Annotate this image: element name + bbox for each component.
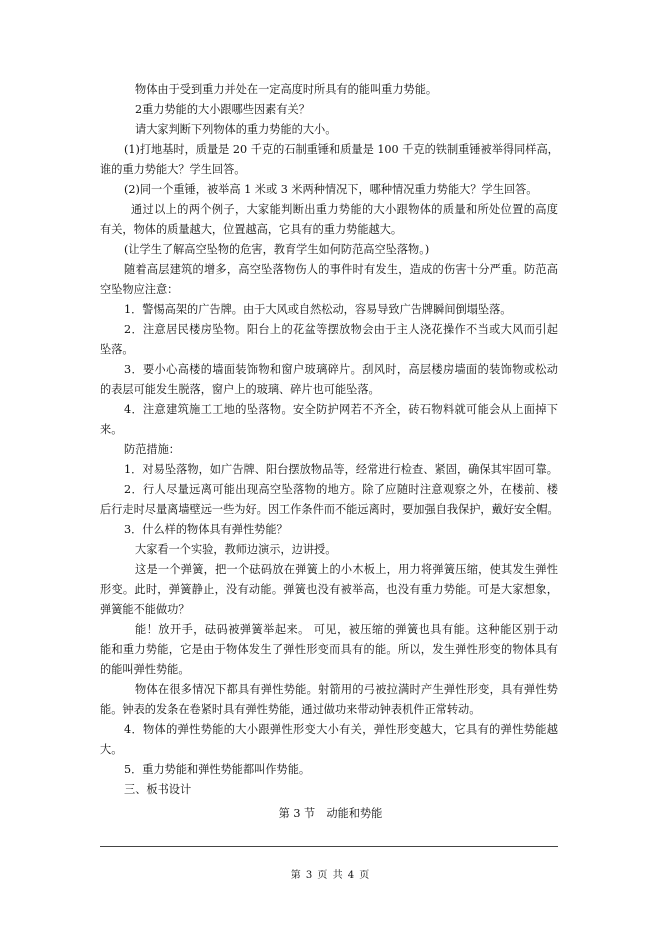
text-line: 能。钟表的发条在卷紧时具有弹性势能，通过做功来带动钟表机件正常转动。	[100, 703, 481, 716]
text-line: 2．注意居民楼房坠物。阳台上的花盆等摆放物会由于主人浇花操作不当或大风而引起	[124, 323, 558, 336]
text-line: 谁的重力势能大？学生回答。	[100, 163, 246, 176]
text-line: 坠落。	[100, 343, 134, 356]
text-line: 形变。此时，弹簧静止，没有动能。弹簧也没有被举高，也没有重力势能。可是大家想象，	[100, 583, 558, 596]
text-line: 物体由于受到重力并处在一定高度时所具有的能叫重力势能。	[135, 83, 438, 96]
text-line: 的能叫弹性势能。	[100, 663, 190, 676]
text-line: 1．警惕高架的广告牌。由于大风或自然松动，容易导致广告牌瞬间倒塌坠落。	[124, 303, 512, 316]
text-line: 请大家判断下列物体的重力势能的大小。	[135, 123, 337, 136]
text-line: 防范措施：	[124, 443, 180, 456]
text-line: 大家看一个实验，教师边演示，边讲授。	[135, 543, 337, 556]
text-line: 随着高层建筑的增多，高空坠落物伤人的事件时有发生，造成的伤害十分严重。防范高	[124, 263, 558, 276]
text-line: 能！放开手，砝码被弹簧举起来。 可见，被压缩的弹簧也具有能。这种能区别于动	[135, 623, 558, 636]
text-line: 5．重力势能和弹性势能都叫作势能。	[124, 763, 311, 776]
text-line: 大。	[100, 743, 123, 756]
text-line: 空坠物应注意：	[100, 283, 179, 296]
text-line: 2重力势能的大小跟哪些因素有关？	[135, 103, 310, 116]
text-line: 1．对易坠落物，如广告牌、阳台摆放物品等，经常进行检查、紧固，确保其牢固可靠。	[124, 463, 558, 476]
text-line: 的表层可能发生脱落，窗户上的玻璃、碎片也可能坠落。	[100, 383, 380, 396]
text-line: 物体在很多情况下都具有弹性势能。射箭用的弓被拉满时产生弹性形变，具有弹性势	[135, 683, 558, 696]
text-line: 4．注意建筑施工工地的坠落物。安全防护网若不齐全，砖石物料就可能会从上面掉下	[124, 403, 558, 416]
page-footer: 第 3 页 共 4 页	[290, 870, 371, 881]
text-line: 2．行人尽量远离可能出现高空坠落物的地方。除了应随时注意观察之外，在楼前、楼	[124, 483, 558, 496]
text-line: 3．什么样的物体具有弹性势能？	[124, 523, 288, 536]
text-line: (让学生了解高空坠物的危害，教育学生如何防范高空坠落物。)	[124, 243, 430, 256]
text-line: 能和重力势能，它是由于物体发生了弹性形变而具有的能。所以，发生弹性形变的物体具有	[100, 643, 558, 656]
text-line: 这是一个弹簧，把一个砝码放在弹簧上的小木板上，用力将弹簧压缩，使其发生弹性	[135, 563, 558, 576]
text-line: 后行走时尽量离墙壁远一些为好。因工作条件而不能远离时，要加强自我保护，戴好安全帽。	[100, 503, 559, 516]
footer-divider	[100, 846, 558, 847]
board-title: 第 3 节 动能和势能	[278, 807, 383, 820]
text-line: 有关，物体的质量越大，位置越高，它具有的重力势能越大。	[100, 223, 403, 236]
section-heading: 三、板书设计	[124, 783, 192, 796]
text-line: 弹簧能不能做功？	[100, 603, 190, 616]
text-line: 来。	[100, 423, 123, 436]
text-line: (1)打地基时，质量是 20 千克的石制重锤和质量是 100 千克的铁制重锤被举得同样高，	[124, 143, 559, 156]
text-line: 3．要小心高楼的墙面装饰物和窗户玻璃碎片。刮风时，高层楼房墙面的装饰物或松动	[124, 363, 558, 376]
text-line: 通过以上的两个例子，大家能判断出重力势能的大小跟物体的质量和所处位置的高度	[131, 203, 558, 216]
text-line: (2)同一个重锤，被举高 1 米或 3 米两种情况下，哪种情况重力势能大？学生回答。	[124, 183, 538, 196]
text-line: 4．物体的弹性势能的大小跟弹性形变大小有关，弹性形变越大，它具有的弹性势能越	[124, 723, 558, 736]
